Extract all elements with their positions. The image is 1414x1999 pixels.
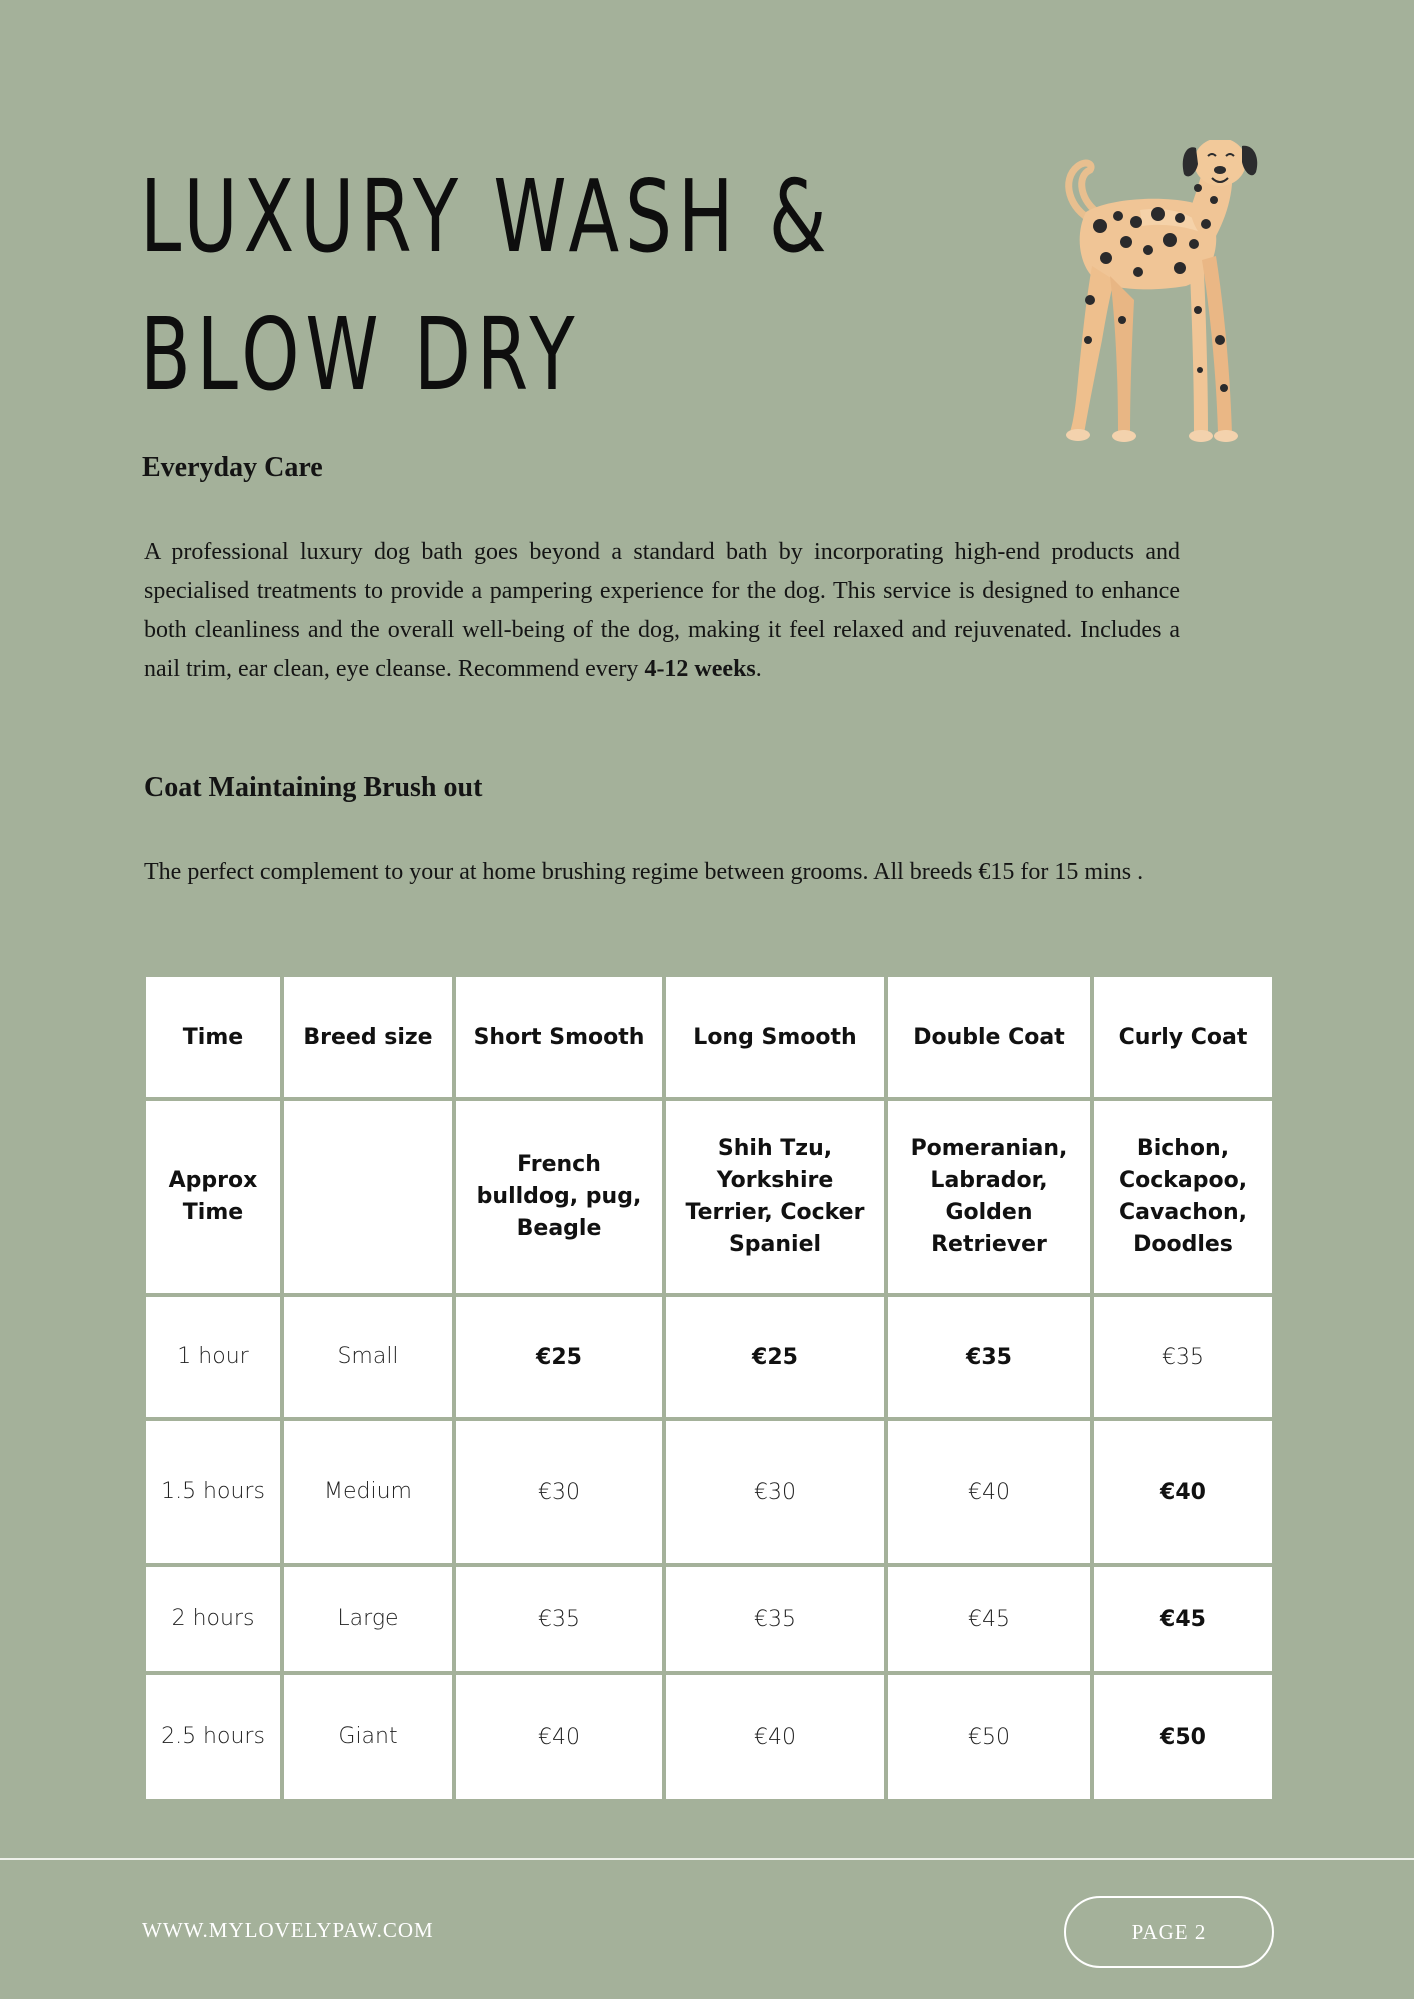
table-cell: €25 (664, 1295, 886, 1419)
recommended-interval: 4-12 weeks (644, 656, 756, 682)
column-header-double-coat: Double Coat (886, 975, 1092, 1099)
table-cell: 1 hour (144, 1295, 282, 1419)
table-cell: €35 (1092, 1295, 1274, 1419)
brush-out-heading: Coat Maintaining Brush out (144, 772, 483, 803)
table-cell: €25 (454, 1295, 664, 1419)
table-cell: Medium (282, 1419, 454, 1565)
table-row (144, 1295, 1274, 1419)
table-cell: Giant (282, 1673, 454, 1801)
everyday-care-heading: Everyday Care (142, 452, 323, 483)
footer-website-link[interactable]: WWW.MYLOVELYPAW.COM (142, 1918, 434, 1942)
column-header-short-smooth: Short Smooth (454, 975, 664, 1099)
title-line-2: BLOW DRY (140, 296, 581, 413)
page-number-badge: PAGE 2 (1064, 1896, 1274, 1968)
footer-divider (0, 1858, 1414, 1860)
table-cell: €40 (454, 1673, 664, 1801)
table-cell: Small (282, 1295, 454, 1419)
table-cell (282, 1099, 454, 1295)
table-cell: €30 (454, 1419, 664, 1565)
table-cell: €30 (664, 1419, 886, 1565)
table-cell: 2 hours (144, 1565, 282, 1673)
table-cell: Large (282, 1565, 454, 1673)
table-row (144, 1673, 1274, 1801)
pricing-table (142, 973, 1276, 1803)
brush-out-description: The perfect complement to your at home brushing regime between grooms. All breeds €15 for 15 mins . (144, 859, 1144, 885)
table-cell: €35 (454, 1565, 664, 1673)
table-row (144, 1565, 1274, 1673)
table-cell: €45 (1092, 1565, 1274, 1673)
table-cell: Bichon, Cockapoo, Cavachon, Doodles (1092, 1099, 1274, 1295)
table-cell: €40 (664, 1673, 886, 1801)
table-cell: 2.5 hours (144, 1673, 282, 1801)
everyday-care-text: A professional luxury dog bath goes beyond a standard bath by incorporating high-end products and specialised treatments to provide a pampering experience for the dog. This service is designed to enhance both cleanliness and the overall well-being of the dog, making it feel relaxed and rejuvenated. Includes a nail trim, ear clean, eye cleanse. Recommend every (144, 539, 1180, 682)
table-cell: €40 (886, 1419, 1092, 1565)
table-cell: Approx Time (144, 1099, 282, 1295)
page-title (140, 148, 833, 424)
column-header-long-smooth: Long Smooth (664, 975, 886, 1099)
dalmatian-dog-icon (1030, 140, 1280, 460)
table-cell: €45 (886, 1565, 1092, 1673)
everyday-care-text-end: . (755, 656, 762, 682)
title-line-1: LUXURY WASH & (140, 158, 833, 275)
table-cell: 1.5 hours (144, 1419, 282, 1565)
table-cell: €50 (886, 1673, 1092, 1801)
table-row (144, 1419, 1274, 1565)
table-cell: €35 (664, 1565, 886, 1673)
table-header-row (144, 975, 1274, 1099)
table-cell: €50 (1092, 1673, 1274, 1801)
table-cell: Shih Tzu, Yorkshire Terrier, Cocker Spaniel (664, 1099, 886, 1295)
column-header-curly-coat: Curly Coat (1092, 975, 1274, 1099)
everyday-care-description (144, 533, 1180, 689)
table-cell: €35 (886, 1295, 1092, 1419)
breed-examples-row (144, 1099, 1274, 1295)
table-cell: Pomeranian, Labrador, Golden Retriever (886, 1099, 1092, 1295)
table-cell: French bulldog, pug, Beagle (454, 1099, 664, 1295)
table-cell: €40 (1092, 1419, 1274, 1565)
column-header-time: Time (144, 975, 282, 1099)
column-header-breed-size: Breed size (282, 975, 454, 1099)
